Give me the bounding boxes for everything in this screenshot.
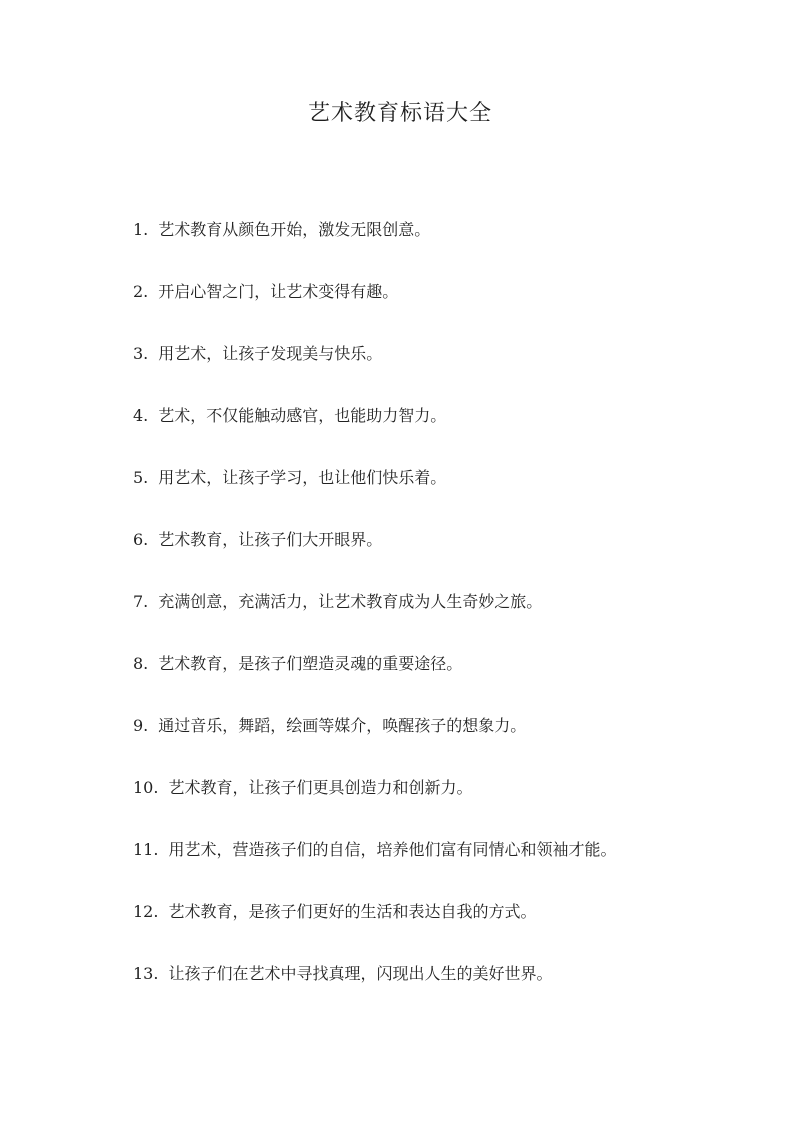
list-item-number: 13. [133, 964, 159, 983]
list-item [133, 278, 753, 340]
list-item [133, 464, 753, 526]
list-item-number: 12. [133, 902, 159, 921]
list-item-number: 8. [133, 654, 149, 673]
list-item-text: 艺术教育，让孩子们大开眼界。 [158, 530, 383, 549]
list-item-number: 6. [133, 530, 149, 549]
list-item-number: 2. [133, 282, 149, 301]
list-item-number: 9. [133, 716, 149, 735]
list-item [133, 960, 753, 1022]
list-item-text: 艺术教育，是孩子们塑造灵魂的重要途径。 [158, 654, 463, 673]
list-item-text: 充满创意，充满活力，让艺术教育成为人生奇妙之旅。 [158, 592, 543, 611]
list-item-number: 10. [133, 778, 159, 797]
list-item [133, 402, 753, 464]
list-item-text: 艺术教育从颜色开始，激发无限创意。 [158, 220, 431, 239]
page-title: 艺术教育标语大全 [307, 101, 492, 126]
list-item-number: 7. [133, 592, 149, 611]
list-item-text: 艺术，不仅能触动感官，也能助力智力。 [158, 406, 447, 425]
list-item [133, 216, 753, 278]
slogan-list [133, 216, 753, 1022]
list-item-number: 1. [133, 220, 149, 239]
list-item-text: 通过音乐，舞蹈，绘画等媒介，唤醒孩子的想象力。 [158, 716, 527, 735]
list-item [133, 526, 753, 588]
list-item-number: 5. [133, 468, 149, 487]
list-item [133, 774, 753, 836]
list-item-number: 3. [133, 344, 149, 363]
list-item-text: 艺术教育，是孩子们更好的生活和表达自我的方式。 [168, 902, 537, 921]
list-item [133, 836, 753, 898]
list-item [133, 588, 753, 650]
list-item-number: 11. [133, 840, 159, 859]
list-item [133, 650, 753, 712]
list-item-text: 用艺术，让孩子发现美与快乐。 [158, 344, 383, 363]
list-item-text: 开启心智之门，让艺术变得有趣。 [158, 282, 399, 301]
list-item [133, 340, 753, 402]
list-item-number: 4. [133, 406, 149, 425]
list-item-text: 让孩子们在艺术中寻找真理，闪现出人生的美好世界。 [168, 964, 553, 983]
list-item-text: 用艺术，让孩子学习，也让他们快乐着。 [158, 468, 447, 487]
list-item [133, 712, 753, 774]
list-item-text: 用艺术，营造孩子们的自信，培养他们富有同情心和领袖才能。 [168, 840, 617, 859]
list-item [133, 898, 753, 960]
list-item-text: 艺术教育，让孩子们更具创造力和创新力。 [168, 778, 473, 797]
